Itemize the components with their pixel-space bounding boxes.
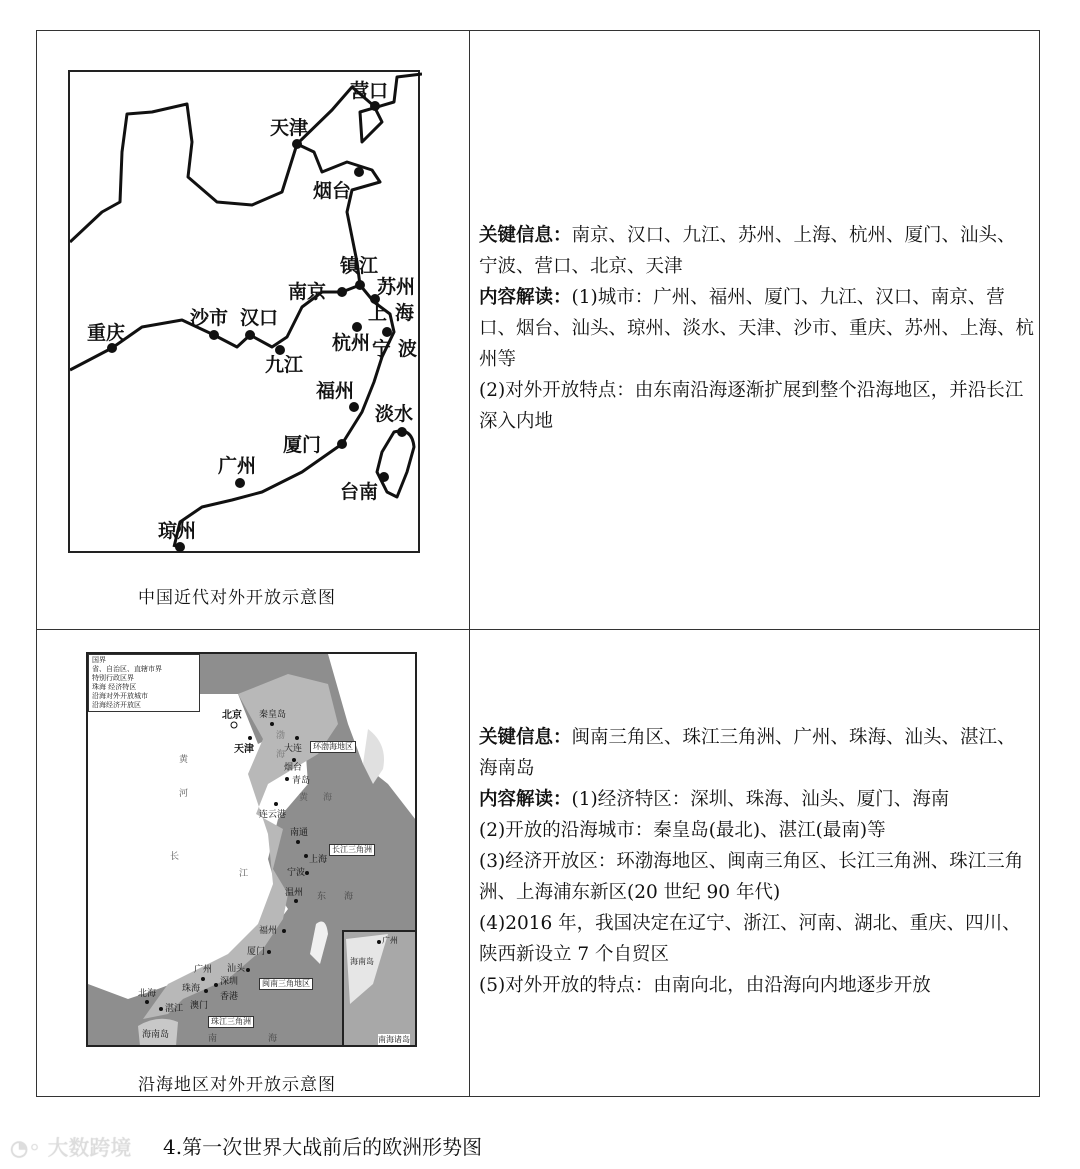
legend-item: 沿海经济开放区 <box>92 701 141 709</box>
map-label: 厦门 <box>247 947 266 957</box>
key-info-label: 关键信息： <box>479 225 572 246</box>
city-label: 上 <box>368 302 388 324</box>
inset-label: 海南岛 <box>350 957 374 966</box>
city-label: 汉口 <box>240 307 279 329</box>
city-label: 福州 <box>316 380 355 402</box>
city-label: 南京 <box>288 281 327 303</box>
map-label: 广州 <box>194 965 213 975</box>
city-label: 沙市 <box>190 307 229 329</box>
watermark-text: 大数跨境 <box>47 1136 132 1160</box>
map-label: 大连 <box>284 744 303 754</box>
map-callout: 珠江三角洲 <box>208 1016 254 1028</box>
coastal-opening-map <box>86 652 417 1047</box>
map-label: 北京 <box>222 710 242 721</box>
map-label: 秦皇岛 <box>259 710 287 720</box>
map-label: 深圳 <box>220 977 239 987</box>
map-label: 温州 <box>285 888 304 898</box>
sea-label: 渤 <box>276 731 286 741</box>
river-label: 河 <box>179 789 189 799</box>
legend-item: 珠海 经济特区 <box>92 683 137 691</box>
map-label: 南通 <box>290 828 309 838</box>
map-label: 汕头 <box>227 964 246 974</box>
content-line: (1)经济特区：深圳、珠海、汕头、厦门、海南 <box>571 789 950 810</box>
river-label: 黄 <box>179 755 189 765</box>
key-info-text: 南京、汉口、九江、苏州、上海、杭州、厦门、汕头、宁波、营口、北京、天津 <box>479 225 1016 277</box>
city-label: 波 <box>398 338 418 360</box>
map-caption: 中国近代对外开放示意图 <box>138 588 336 608</box>
city-label: 营口 <box>350 80 389 102</box>
legend-item: 沿海对外开放城市 <box>92 692 148 700</box>
row1-text <box>479 220 1034 437</box>
sea-label: 海 <box>344 892 354 902</box>
legend-item: 特别行政区界 <box>92 674 134 682</box>
river-label: 长 <box>170 852 180 862</box>
city-label: 杭州 <box>332 332 371 354</box>
content-line: (2)开放的沿海城市：秦皇岛(最北)、湛江(最南)等 <box>479 820 886 841</box>
sea-label: 海 <box>268 1034 278 1044</box>
map-label: 澳门 <box>190 1001 209 1011</box>
legend-item: 省、自治区、直辖市界 <box>92 665 162 673</box>
map-callout: 闽南三角地区 <box>259 978 313 990</box>
map-callout: 环渤海地区 <box>310 741 356 753</box>
city-label: 九江 <box>265 354 304 376</box>
column-divider <box>469 31 470 1096</box>
content-line: (2)对外开放特点：由东南沿海逐渐扩展到整个沿海地区，并沿长江深入内地 <box>479 380 1024 432</box>
map-caption: 沿海地区对外开放示意图 <box>138 1075 336 1095</box>
content-line: (4)2016 年，我国决定在辽宁、浙江、河南、湖北、重庆、四川、陕西新设立 7 个自贸区 <box>479 913 1021 965</box>
inset-label: 广州 <box>382 936 398 945</box>
river-label: 江 <box>239 869 249 879</box>
sea-label: 海 <box>323 793 333 803</box>
city-label: 重庆 <box>87 322 126 344</box>
sea-label: 黄 <box>299 793 309 803</box>
section-heading: 4.第一次世界大战前后的欧洲形势图 <box>163 1135 483 1159</box>
map-label: 福州 <box>259 926 278 936</box>
map-label: 上海 <box>309 855 328 865</box>
map-label: 北海 <box>138 989 157 999</box>
row-divider <box>37 629 1039 630</box>
map-label: 烟台 <box>284 763 303 773</box>
city-label: 天津 <box>270 117 309 139</box>
row2-text <box>479 722 1034 1001</box>
map-label: 湛江 <box>165 1004 184 1014</box>
city-label: 广州 <box>218 455 257 477</box>
map-label: 青岛 <box>292 776 311 786</box>
map-label: 宁波 <box>287 868 306 878</box>
map-label: 香港 <box>220 992 239 1002</box>
content-label: 内容解读： <box>479 287 572 308</box>
content-line: (1)城市：广州、福州、厦门、九江、汉口、南京、营口、烟台、汕头、琼州、淡水、天津、沙市、重庆、苏州、上海、杭州等 <box>479 287 1035 370</box>
city-label: 琼州 <box>158 520 197 542</box>
map-label: 连云港 <box>259 810 287 820</box>
city-label: 苏州 <box>377 276 416 298</box>
map-label: 珠海 <box>182 984 201 994</box>
city-label: 台南 <box>340 481 379 503</box>
city-label: 淡水 <box>375 403 414 425</box>
city-label: 镇江 <box>340 255 379 277</box>
sea-label: 海 <box>276 750 286 760</box>
key-info-text: 闽南三角区、珠江三角洲、广州、珠海、汕头、湛江、海南岛 <box>479 727 1016 779</box>
map-callout: 长江三角洲 <box>329 844 375 856</box>
key-info-label: 关键信息： <box>479 727 572 748</box>
map-label: 海南岛 <box>142 1030 170 1040</box>
map-legend <box>88 654 200 712</box>
watermark-logo: ◔◦ 大数跨境 <box>10 1136 132 1160</box>
sea-label: 南 <box>208 1034 218 1044</box>
legend-item: 国界 <box>92 656 106 664</box>
city-label: 海 <box>395 302 415 324</box>
content-line: (5)对外开放的特点：由南向北，由沿海向内地逐步开放 <box>479 975 931 996</box>
content-line: (3)经济开放区：环渤海地区、闽南三角区、长江三角洲、珠江三角洲、上海浦东新区(20 世纪 90 年代) <box>479 851 1024 903</box>
city-label: 厦门 <box>283 434 322 456</box>
city-label: 烟台 <box>313 180 352 202</box>
city-label: 宁 <box>372 338 392 360</box>
sea-label: 东 <box>317 892 327 902</box>
inset-label: 南海诸岛 <box>378 1035 410 1044</box>
map-label: 天津 <box>234 744 254 755</box>
content-label: 内容解读： <box>479 789 572 810</box>
